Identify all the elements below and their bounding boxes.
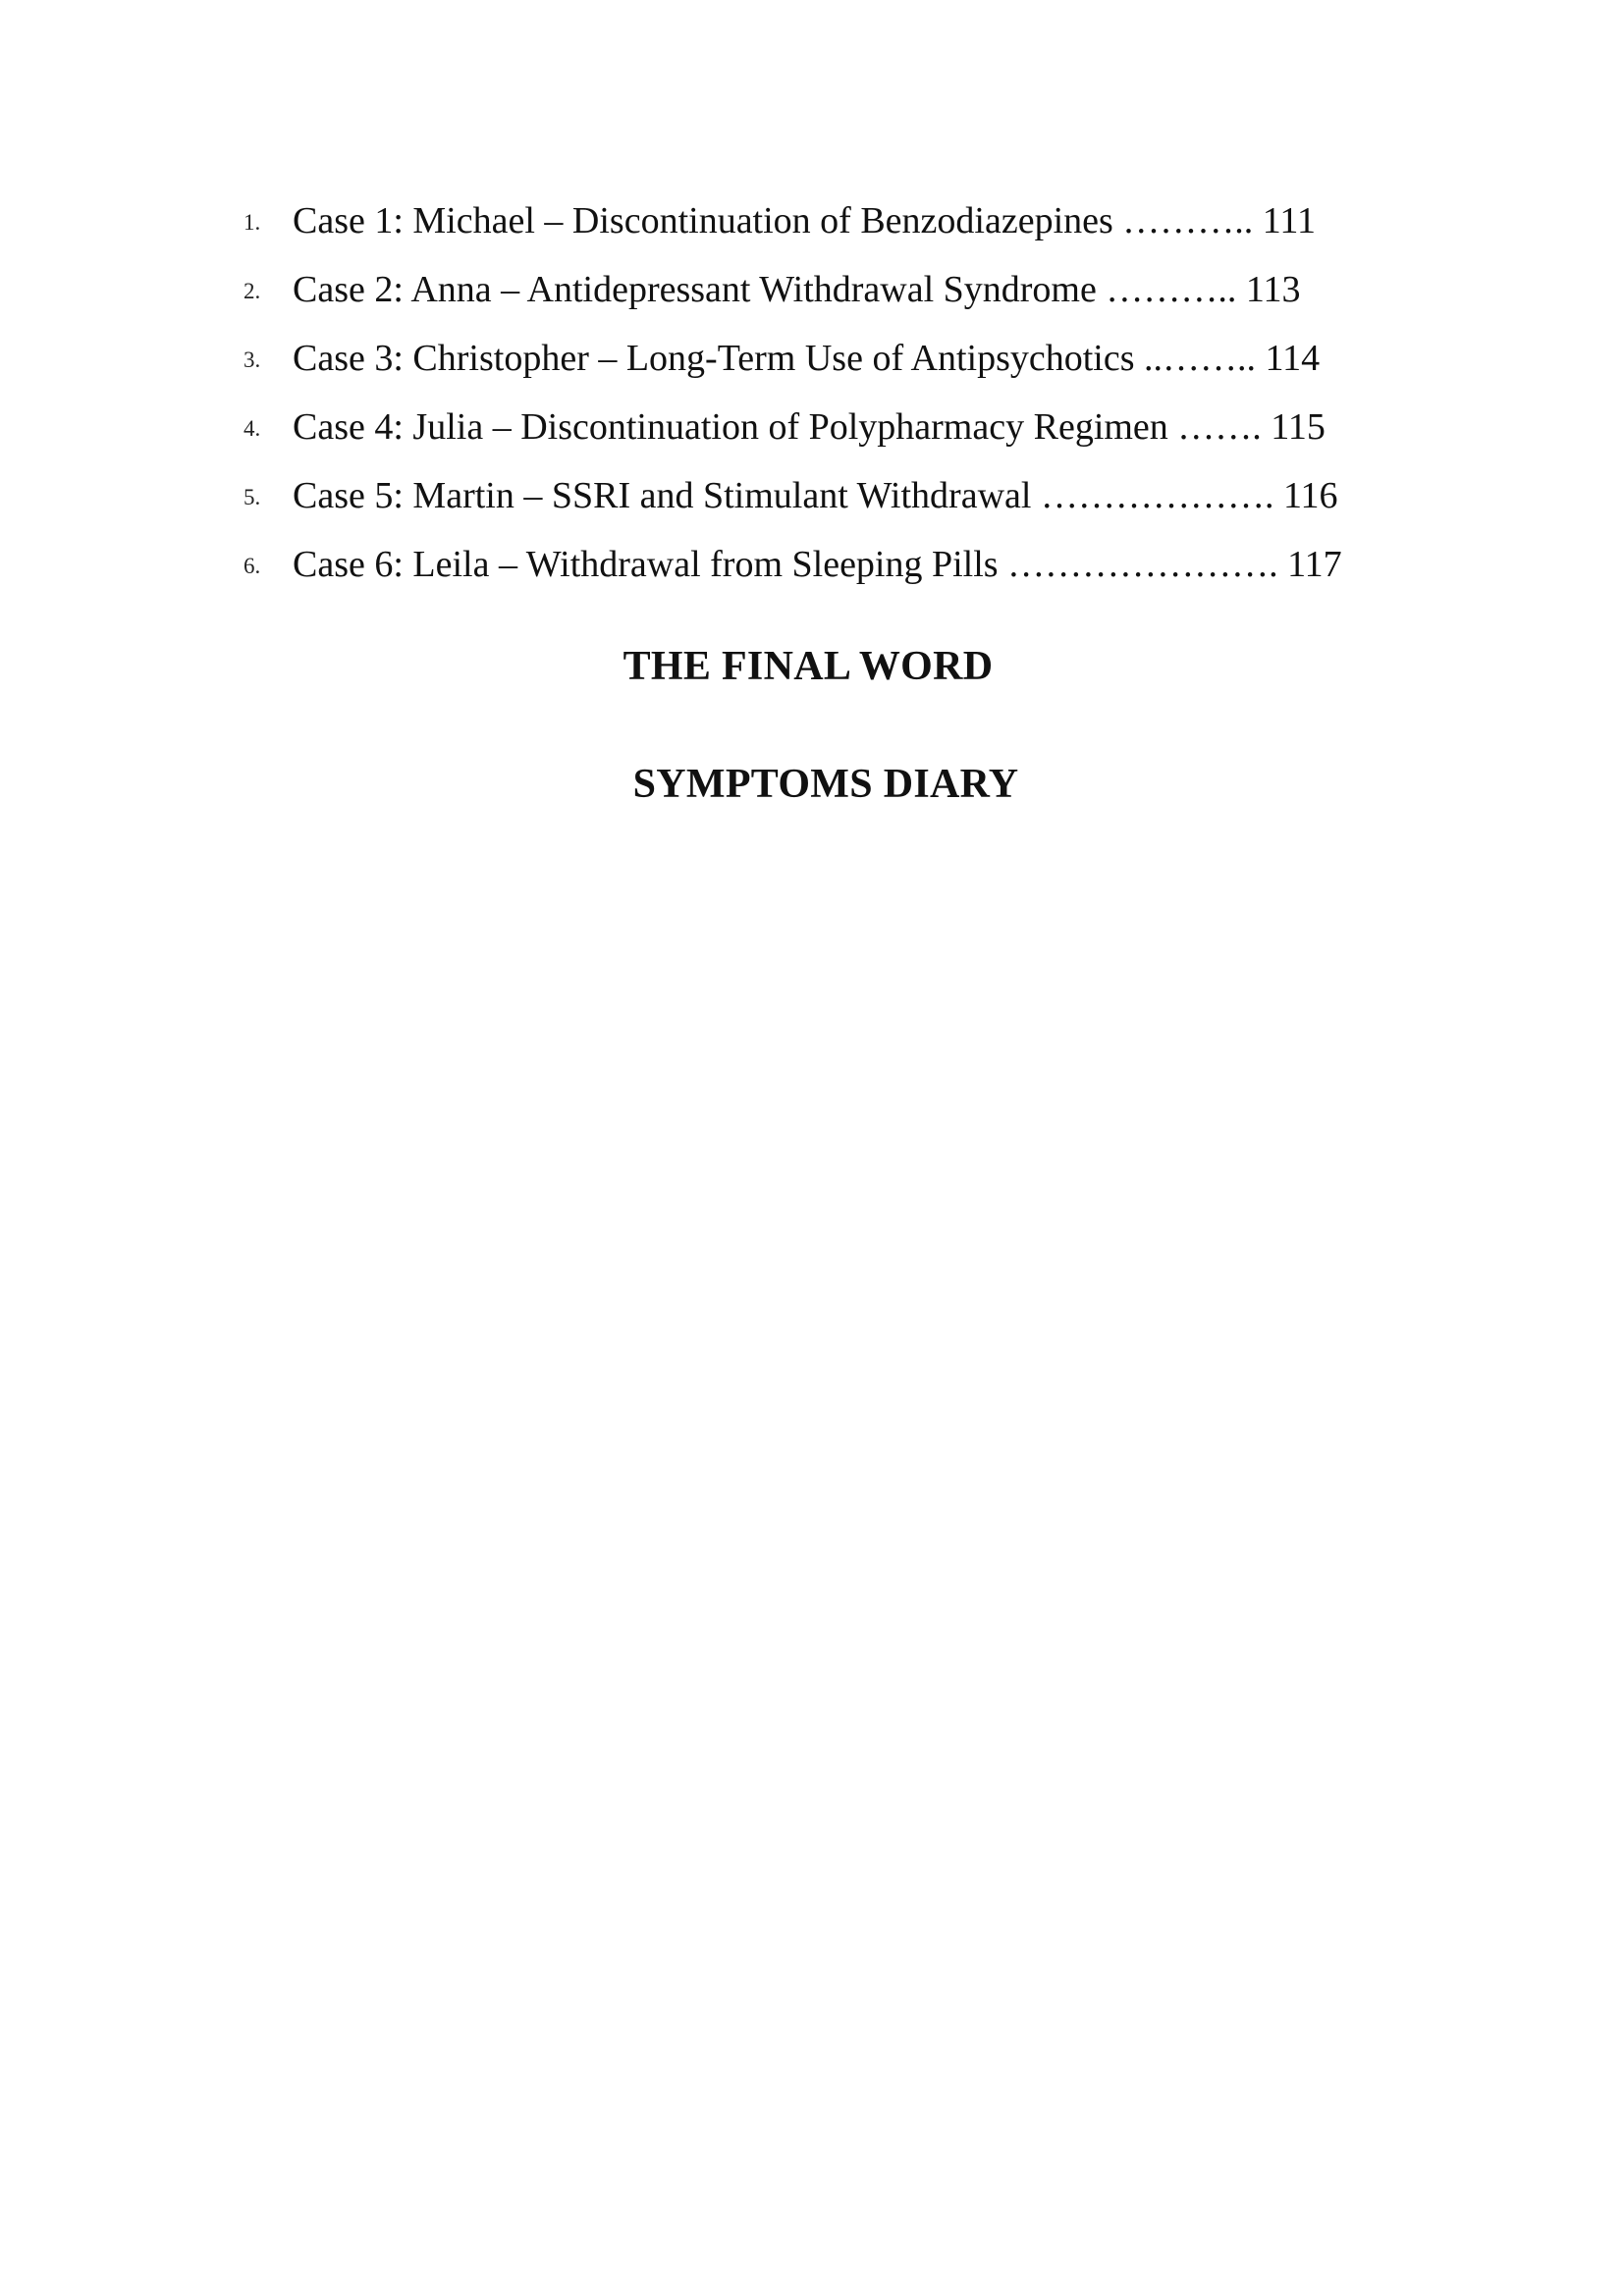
toc-entry [244,461,1461,530]
toc-entry-number: 3. [244,347,261,372]
toc-entry-title: Case 6: Leila – Withdrawal from Sleeping Pills [293,544,999,585]
toc-entry-leader: ……….. [1122,200,1254,241]
toc-entry-leader: ……….. [1106,269,1237,310]
symptoms-diary-heading: SYMPTOMS DIARY [632,762,1019,807]
toc-entry [244,255,1461,324]
toc-entry-leader: ……. [1177,406,1262,448]
toc-entry-text [293,530,1342,599]
toc-entry-text [293,255,1300,324]
toc-entry-page: 113 [1245,269,1301,310]
toc-entry-page: 111 [1262,200,1316,241]
toc-entry-leader: ………………. [1040,475,1274,516]
table-of-contents [244,187,1461,599]
toc-entry-title: Case 2: Anna – Antidepressant Withdrawal Syndrome [293,269,1097,310]
toc-entry [244,187,1461,255]
final-word-heading: THE FINAL WORD [623,644,994,689]
toc-entry-text [293,461,1338,530]
toc-entry-title: Case 5: Martin – SSRI and Stimulant Withdrawal [293,475,1032,516]
toc-entry-text [293,324,1320,393]
toc-entry [244,324,1461,393]
toc-entry-text [293,393,1326,461]
toc-entry-page: 116 [1282,475,1338,516]
toc-entry-number: 5. [244,485,261,509]
toc-entry-page: 115 [1271,406,1326,448]
toc-entry-leader: ..…….. [1144,338,1256,379]
toc-entry-title: Case 3: Christopher – Long-Term Use of Antipsychotics [293,338,1135,379]
toc-entry [244,530,1461,599]
toc-entry-number: 2. [244,279,261,303]
toc-entry [244,393,1461,461]
toc-entry-page: 117 [1287,544,1342,585]
toc-entry-text [293,187,1316,255]
toc-entry-number: 6. [244,554,261,578]
toc-entry-title: Case 1: Michael – Discontinuation of Benzodiazepines [293,200,1113,241]
toc-entry-title: Case 4: Julia – Discontinuation of Polypharmacy Regimen [293,406,1168,448]
toc-entry-page: 114 [1265,338,1321,379]
toc-entry-number: 1. [244,210,261,235]
toc-entry-number: 4. [244,416,261,441]
toc-entry-leader: …………………. [1007,544,1278,585]
